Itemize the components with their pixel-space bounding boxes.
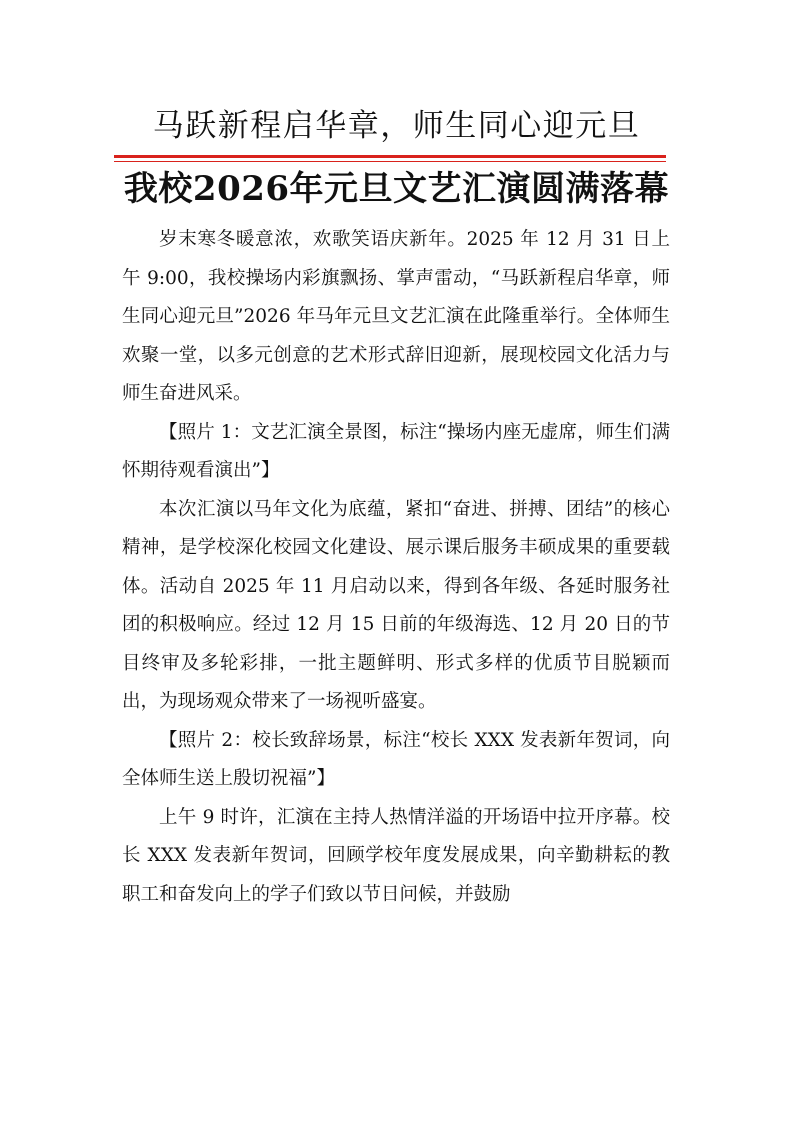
article-body: [122, 221, 670, 914]
photo-caption-2: 【照片 2：校长致辞场景，标注“校长 XXX 发表新年贺词，向全体师生送上殷切祝福”】: [122, 729, 670, 789]
paragraph-background: 本次汇演以马年文化为底蕴，紧扣“奋进、拼搏、团结”的核心精神，是学校深化校园文化建设、展示课后服务丰硕成果的重要载体。活动自 2025 年 11 月启动以来，得到各年级、各延时服务社团的积极响应。经过 12 月 15 日前的年级海选、12 月 20 日的节目终审及多轮彩排，一批主题鲜明、形式多样的优质节目脱颖而出，为现场观众带来了一场视听盛宴。: [122, 498, 670, 712]
paragraph-intro: 岁末寒冬暖意浓，欢歌笑语庆新年。2025 年 12 月 31 日上午 9:00，我校操场内彩旗飘扬、掌声雷动，“马跃新程启华章，师生同心迎元旦”2026 年马年元旦文艺汇演在此隆重举行。全体师生欢聚一堂，以多元创意的艺术形式辞旧迎新，展现校园文化活力与师生奋进风采。: [122, 229, 670, 404]
red-divider-thin: [114, 161, 666, 162]
red-divider-thick: [114, 155, 666, 158]
photo-caption-1: 【照片 1：文艺汇演全景图，标注“操场内座无虚席，师生们满怀期待观看演出”】: [122, 421, 670, 481]
document-title: 我校2026年元旦文艺汇演圆满落幕: [123, 169, 670, 209]
paragraph-opening: 上午 9 时许，汇演在主持人热情洋溢的开场语中拉开序幕。校长 XXX 发表新年贺词，回顾学校年度发展成果，向辛勤耕耘的教职工和奋发向上的学子们致以节日问候，并鼓励: [122, 806, 670, 905]
document-subtitle: 马跃新程启华章，师生同心迎元旦: [152, 108, 641, 144]
